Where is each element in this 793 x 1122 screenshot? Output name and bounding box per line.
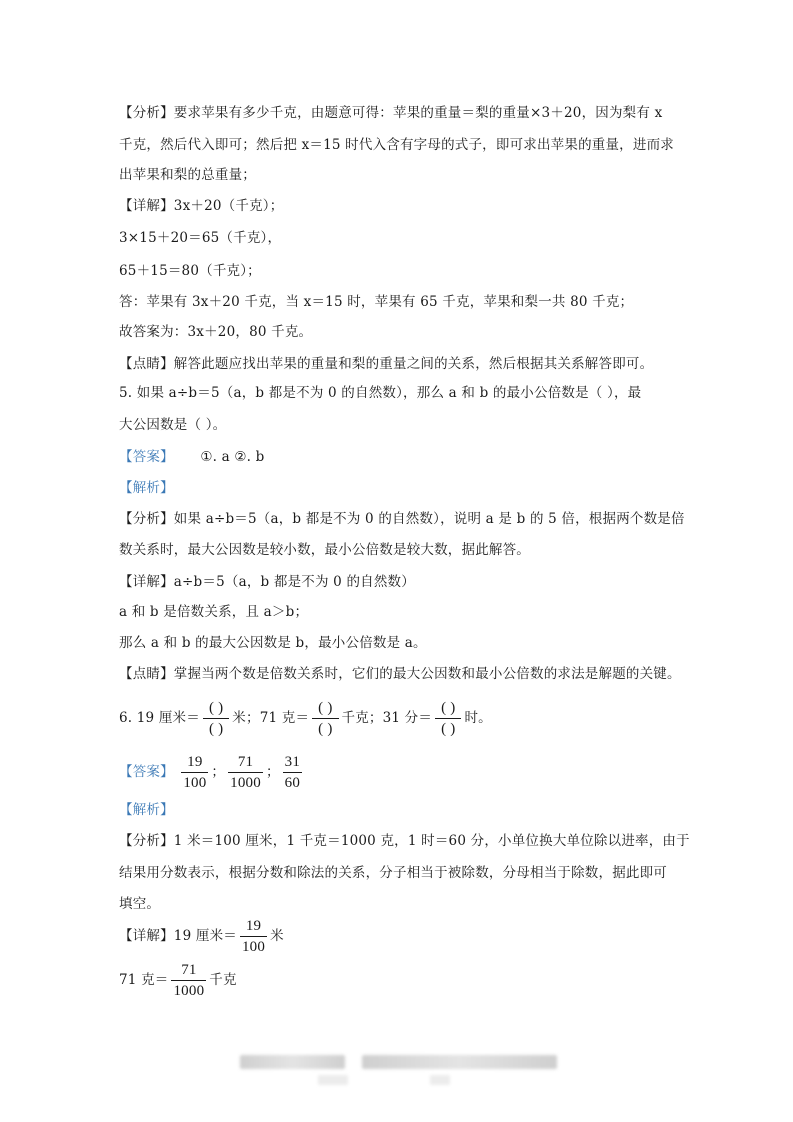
prev-detail-line-3: 65＋15＝80（千克）； [119,263,261,279]
prev-detail-line-5: 故答案为：3x＋20，80 千克。 [119,324,313,340]
q6-question [119,698,492,738]
prev-detail-line-4: 答：苹果有 3x＋20 千克，当 x＝15 时，苹果有 65 千克，苹果和梨一共 80 千克； [119,294,634,310]
q5-comment: 【点睛】掌握当两个数是倍数关系时，它们的最大公因数和最小公倍数的求法是解题的关键。 [119,666,681,682]
q6-detail1-suffix: 米 [270,928,284,944]
q5-analysis-line-2: 数关系时，最大公因数是较小数，最小公倍数是较大数，据此解答。 [119,542,530,558]
q6-analysis-line-3: 填空。 [119,896,161,912]
q6-analysis-line-1: 【分析】1 米＝100 厘米，1 千克＝1000 克，1 时＝60 分，小单位换大单位除以进率，由于 [119,833,690,849]
blurred-footer-watermark [430,1075,450,1085]
q6-jiexi-tag: 【解析】 [119,802,174,818]
q6-detail2-prefix: 71 克＝ [119,972,169,988]
q6-part2-suffix: 千克；31 分＝ [341,710,433,726]
blurred-footer-watermark [240,1055,345,1069]
q6-part1-suffix: 米；71 克＝ [232,710,310,726]
q5-answer-tag: 【答案】 [119,449,174,465]
q5-detail-line-2: a 和 b 是倍数关系，且 a＞b； [119,604,309,620]
q5-detail-line-3: 那么 a 和 b 的最大公因数是 b，最小公倍数是 a。 [119,635,427,651]
prev-analysis-line-1: 【分析】要求苹果有多少千克，由题意可得：苹果的重量＝梨的重量×3＋20，因为梨有 x [119,105,663,121]
q6-analysis-line-2: 结果用分数表示，根据分数和除法的关系，分子相当于被除数，分母相当于除数，据此即可 [119,865,667,881]
q5-question-line-2: 大公因数是（ ）。 [119,417,227,433]
q6-detail1-fraction: $\frac{19}{100}$ [241,918,266,955]
q5-analysis-line-1: 【分析】如果 a÷b＝5（a，b 都是不为 0 的自然数），说明 a 是 b 的 5 倍，根据两个数是倍 [119,511,685,527]
q6-answer-fraction-1: $\frac{19}{100}$ [183,754,207,791]
q6-blank-fraction-2: $\frac{( )}{( )}$ [312,699,338,738]
blurred-footer-watermark [318,1075,348,1085]
q6-answer-fraction-3: $\frac{31}{60}$ [284,754,301,791]
prev-comment: 【点睛】解答此题应找出苹果的重量和梨的重量之间的关系，然后根据其关系解答即可。 [119,356,654,372]
q6-part3-suffix: 时。 [464,710,492,726]
q5-answer [119,448,264,466]
q6-answer-sep-1: ； [211,764,226,780]
q6-blank-fraction-1: $\frac{( )}{( )}$ [203,699,229,738]
q6-answer [119,752,305,792]
q6-answer-fraction-2: $\frac{71}{1000}$ [230,754,261,791]
q6-blank-fraction-3: $\frac{( )}{( )}$ [435,699,461,738]
q6-detail2-fraction: $\frac{71}{1000}$ [173,962,205,999]
q6-answer-tag: 【答案】 [119,764,174,780]
prev-analysis-line-2: 千克，然后代入即可；然后把 x＝15 时代入含有字母的式子，即可求出苹果的重量，进而求 [119,137,674,153]
q6-detail-line-2 [119,960,237,1000]
q6-prefix: 6. 19 厘米＝ [119,710,200,726]
q6-detail1-prefix: 【详解】19 厘米＝ [119,928,237,944]
prev-analysis-line-3: 出苹果和梨的总重量； [119,167,256,183]
q6-detail-line-1 [119,916,284,956]
q5-answer-text: ①. a ②. b [200,449,265,465]
q5-detail-line-1: 【详解】a÷b＝5（a，b 都是不为 0 的自然数） [119,574,415,590]
prev-detail-line-1: 【详解】3x＋20（千克）； [119,198,284,214]
q6-answer-sep-2: ； [265,764,280,780]
q5-jiexi-tag: 【解析】 [119,480,174,496]
blurred-footer-watermark [362,1055,557,1069]
q6-detail2-suffix: 千克 [209,972,237,988]
q5-question-line-1: 5. 如果 a÷b＝5（a，b 都是不为 0 的自然数），那么 a 和 b 的最小公倍数是（ ），最 [119,385,642,401]
prev-detail-line-2: 3×15＋20＝65（千克）， [119,230,282,246]
